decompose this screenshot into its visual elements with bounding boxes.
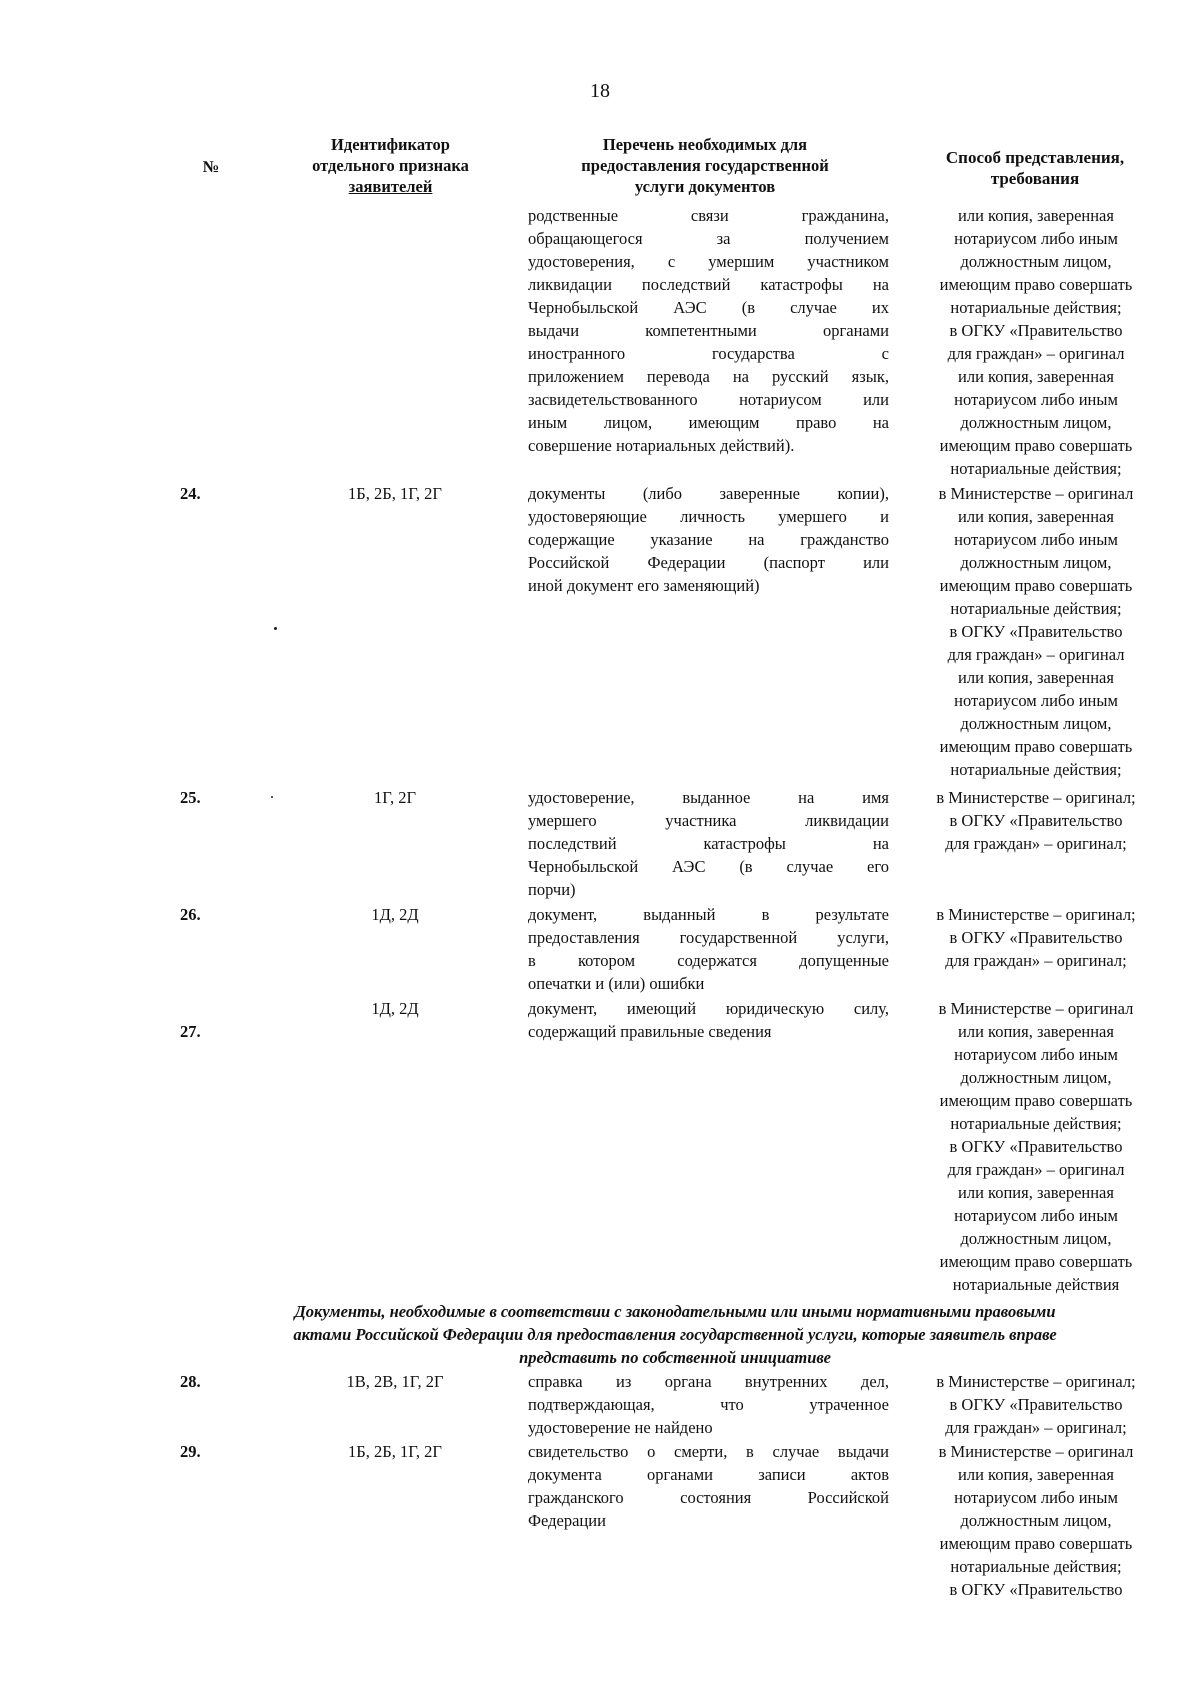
cell-line: или копия, заверенная <box>958 1465 1114 1484</box>
cell-line: нотариальные действия; <box>950 459 1122 478</box>
cell-line: для граждан» – оригинал <box>947 645 1125 664</box>
cell-line: документа органами записи актов <box>528 1465 889 1484</box>
cell-line: должностным лицом, <box>960 714 1112 733</box>
cell-line: подтверждающая, что утраченное <box>528 1395 889 1414</box>
cell-line: Чернобыльской АЭС (в случае его <box>528 857 889 876</box>
cell-line: удостоверение, выданное на имя <box>528 788 889 807</box>
cell-line: гражданского состояния Российской <box>528 1488 889 1507</box>
cell-line: нотариальные действия; <box>950 1557 1122 1576</box>
cell-line: Российской Федерации (паспорт или <box>528 553 889 572</box>
cell-line: нотариусом либо иным <box>954 530 1118 549</box>
header-method <box>905 147 1165 189</box>
scan-speck <box>274 627 277 630</box>
header-number: № <box>202 157 220 176</box>
method-cell <box>905 1440 1167 1601</box>
cell-line: иностранного государства с <box>528 344 889 363</box>
cell-line: имеющим право совершать <box>939 1091 1133 1110</box>
section-title-line: представить по собственной инициативе <box>519 1348 831 1367</box>
cell-line: ликвидации последствий катастрофы на <box>528 275 889 294</box>
cell-line: должностным лицом, <box>960 1068 1112 1087</box>
cell-line: нотариальные действия; <box>950 298 1122 317</box>
cell-line: нотариусом либо иным <box>954 390 1118 409</box>
cell-line: должностным лицом, <box>960 553 1112 572</box>
method-cell <box>905 997 1167 1296</box>
cell-line: Чернобыльской АЭС (в случае их <box>528 298 889 317</box>
cell-line: должностным лицом, <box>960 1511 1112 1530</box>
cell-line: в ОГКУ «Правительство <box>949 1395 1123 1414</box>
cell-line: или копия, заверенная <box>958 1022 1114 1041</box>
method-cell <box>905 903 1167 972</box>
row-number: 27. <box>180 1022 201 1041</box>
cell-line: содержащий правильные сведения <box>528 1022 772 1041</box>
cell-line: свидетельство о смерти, в случае выдачи <box>528 1442 889 1461</box>
cell-line: Федерации <box>528 1511 606 1530</box>
section-title <box>170 1300 1180 1369</box>
header-method-line: требования <box>990 169 1080 188</box>
cell-line: обращающегося за получением <box>528 229 889 248</box>
doc-cell <box>528 903 889 995</box>
cell-line: последствий катастрофы на <box>528 834 889 853</box>
cell-line: нотариусом либо иным <box>954 691 1118 710</box>
cell-line: для граждан» – оригинал; <box>945 1418 1127 1437</box>
header-identifier-underlined: заявителей <box>348 177 433 196</box>
cell-line: для граждан» – оригинал <box>947 344 1125 363</box>
row-number: 24. <box>180 484 201 503</box>
page-number: 18 <box>590 80 610 102</box>
cell-line: для граждан» – оригинал; <box>945 951 1127 970</box>
cell-line: документ, выданный в результате <box>528 905 889 924</box>
cell-line: в ОГКУ «Правительство <box>949 811 1123 830</box>
section-title-line: актами Российской Федерации для предоставления государственной услуги, которые заявитель вправе <box>293 1325 1057 1344</box>
cell-line: в Министерстве – оригинал; <box>936 905 1136 924</box>
doc-cell <box>528 786 889 901</box>
row-number: 29. <box>180 1442 201 1461</box>
cell-line: нотариальные действия; <box>950 599 1122 618</box>
cell-line: должностным лицом, <box>960 1229 1112 1248</box>
cell-line: или копия, заверенная <box>958 206 1114 225</box>
cell-line: умершего участника ликвидации <box>528 811 889 830</box>
header-identifier-line: Идентификатор <box>331 135 450 154</box>
cell-line: нотариусом либо иным <box>954 229 1118 248</box>
header-identifier-line: отдельного признака <box>312 156 469 175</box>
cell-line: документ, имеющий юридическую силу, <box>528 999 889 1018</box>
cell-line: содержащие указание на гражданство <box>528 530 889 549</box>
cell-line: иной документ его заменяющий) <box>528 576 760 595</box>
header-documents <box>536 134 874 197</box>
header-documents-line: предоставления государственной <box>581 156 829 175</box>
section-title-line: Документы, необходимые в соответствии с законодательными или иными нормативными правовыми <box>294 1302 1056 1321</box>
cell-line: имеющим право совершать <box>939 436 1133 455</box>
doc-cell <box>528 482 889 597</box>
row-identifier: 1Б, 2Б, 1Г, 2Г <box>348 484 442 503</box>
cell-line: выдачи компетентными органами <box>528 321 889 340</box>
header-identifier <box>268 134 513 197</box>
row-identifier: 1Б, 2Б, 1Г, 2Г <box>348 1442 442 1461</box>
method-cell <box>905 786 1167 855</box>
cell-line: имеющим право совершать <box>939 1534 1133 1553</box>
cell-line: родственные связи гражданина, <box>528 206 889 225</box>
doc-cell <box>528 204 889 457</box>
method-cell <box>905 1370 1167 1439</box>
cell-line: или копия, заверенная <box>958 367 1114 386</box>
header-identifier-line <box>268 176 513 197</box>
cell-line: для граждан» – оригинал; <box>945 834 1127 853</box>
cell-line: в Министерстве – оригинал <box>938 999 1134 1018</box>
cell-line: опечатки и (или) ошибки <box>528 974 705 993</box>
cell-line: совершение нотариальных действий). <box>528 436 795 455</box>
cell-line: должностным лицом, <box>960 252 1112 271</box>
cell-line: для граждан» – оригинал <box>947 1160 1125 1179</box>
cell-line: в ОГКУ «Правительство <box>949 622 1123 641</box>
cell-line: в ОГКУ «Правительство <box>949 1580 1123 1599</box>
header-documents-line: Перечень необходимых для <box>602 135 808 154</box>
cell-line: удостоверяющие личность умершего и <box>528 507 889 526</box>
cell-line: справка из органа внутренних дел, <box>528 1372 889 1391</box>
cell-line: или копия, заверенная <box>958 507 1114 526</box>
cell-line: нотариусом либо иным <box>954 1045 1118 1064</box>
doc-cell <box>528 997 889 1043</box>
header-documents-line: услуги документов <box>634 177 776 196</box>
cell-line: в ОГКУ «Правительство <box>949 1137 1123 1156</box>
cell-line: имеющим право совершать <box>939 576 1133 595</box>
row-identifier: 1Д, 2Д <box>371 999 419 1018</box>
row-identifier: 1Г, 2Г <box>374 788 416 807</box>
cell-line: имеющим право совершать <box>939 1252 1133 1271</box>
cell-line: нотариальные действия; <box>950 760 1122 779</box>
cell-line: порчи) <box>528 880 576 899</box>
cell-line: приложением перевода на русский язык, <box>528 367 889 386</box>
scan-speck <box>271 796 273 798</box>
doc-cell <box>528 1440 889 1532</box>
cell-line: или копия, заверенная <box>958 668 1114 687</box>
cell-line: предоставления государственной услуги, <box>528 928 889 947</box>
row-number: 25. <box>180 788 201 807</box>
cell-line: имеющим право совершать <box>939 275 1133 294</box>
cell-line: в Министерстве – оригинал; <box>936 788 1136 807</box>
row-number: 26. <box>180 905 201 924</box>
cell-line: нотариальные действия <box>952 1275 1120 1294</box>
cell-line: в Министерстве – оригинал <box>938 484 1134 503</box>
cell-line: удостоверение не найдено <box>528 1418 713 1437</box>
method-cell <box>905 204 1167 480</box>
row-number: 28. <box>180 1372 201 1391</box>
row-identifier: 1В, 2В, 1Г, 2Г <box>346 1372 444 1391</box>
cell-line: нотариальные действия; <box>950 1114 1122 1133</box>
cell-line: имеющим право совершать <box>939 737 1133 756</box>
cell-line: или копия, заверенная <box>958 1183 1114 1202</box>
cell-line: документы (либо заверенные копии), <box>528 484 889 503</box>
cell-line: в котором содержатся допущенные <box>528 951 889 970</box>
cell-line: нотариусом либо иным <box>954 1206 1118 1225</box>
cell-line: должностным лицом, <box>960 413 1112 432</box>
cell-line: в ОГКУ «Правительство <box>949 321 1123 340</box>
cell-line: засвидетельствованного нотариусом или <box>528 390 889 409</box>
cell-line: в Министерстве – оригинал; <box>936 1372 1136 1391</box>
cell-line: в Министерстве – оригинал <box>938 1442 1134 1461</box>
cell-line: удостоверения, с умершим участником <box>528 252 889 271</box>
header-method-line: Способ представления, <box>945 148 1125 167</box>
cell-line: нотариусом либо иным <box>954 1488 1118 1507</box>
method-cell <box>905 482 1167 781</box>
row-identifier: 1Д, 2Д <box>371 905 419 924</box>
cell-line: иным лицом, имеющим право на <box>528 413 889 432</box>
cell-line: в ОГКУ «Правительство <box>949 928 1123 947</box>
doc-cell <box>528 1370 889 1439</box>
